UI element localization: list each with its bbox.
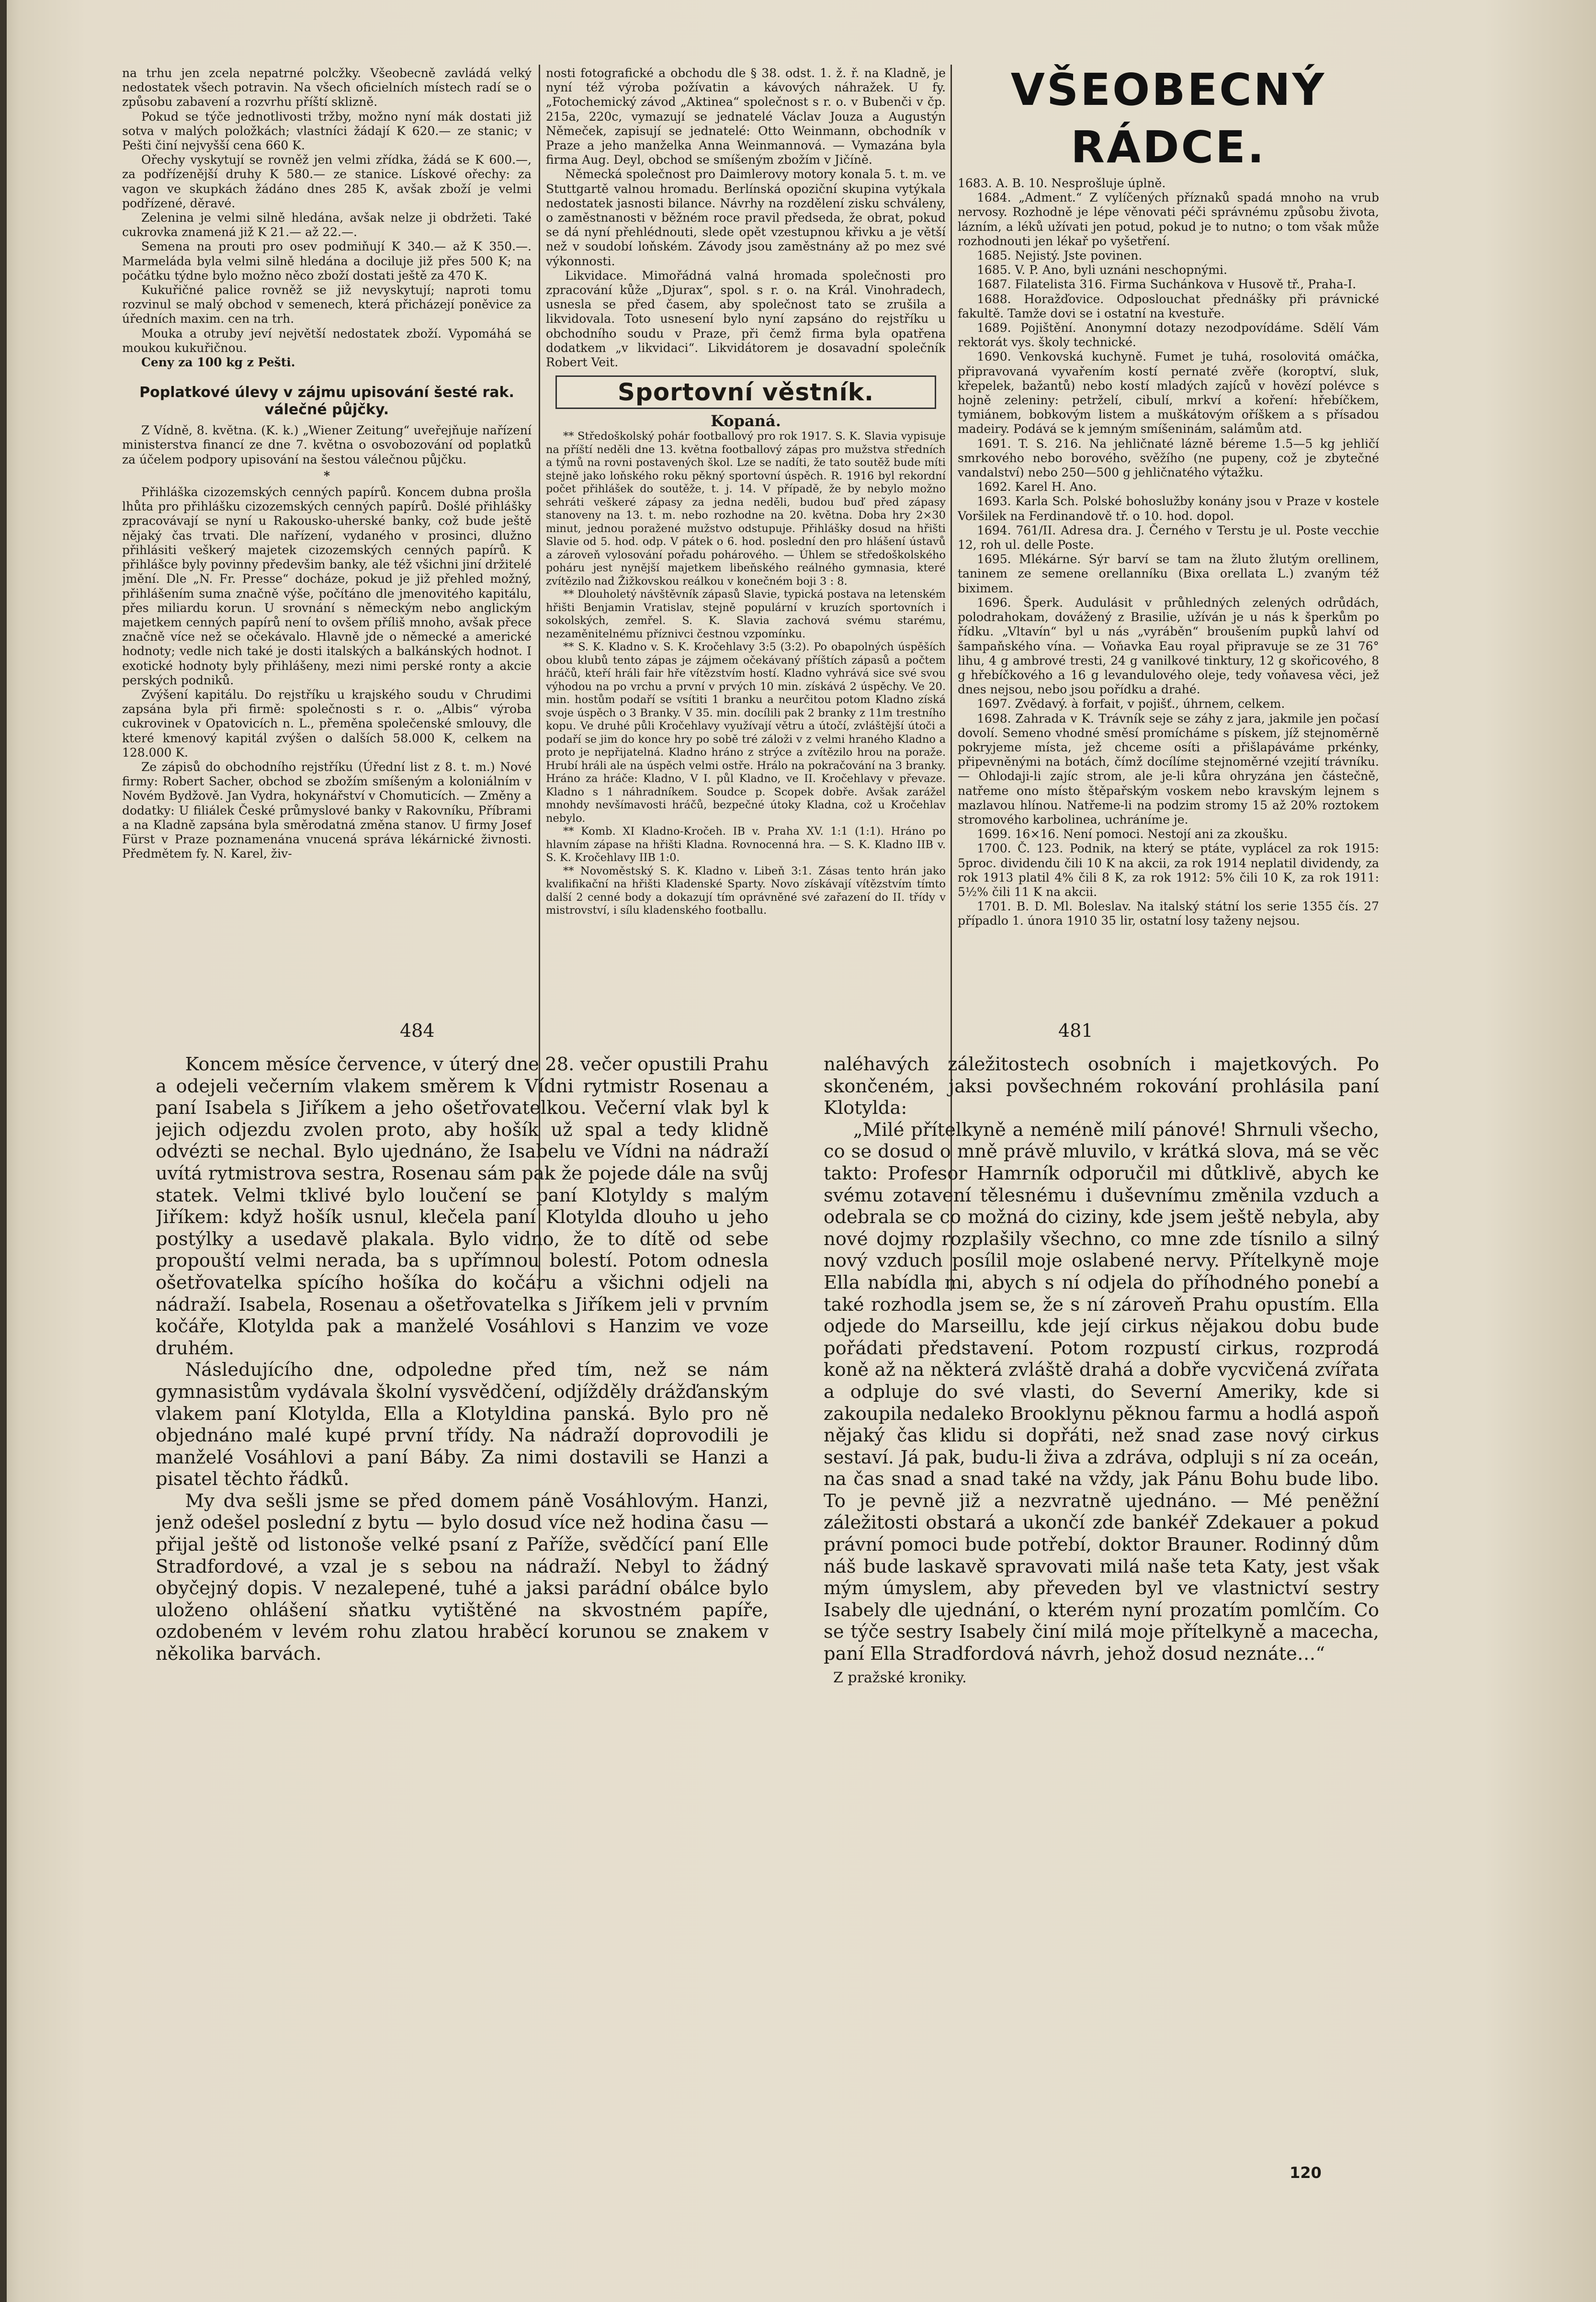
story-signature: Z pražské kroniky.	[833, 1669, 967, 1686]
advice-entry: 1693. Karla Sch. Polské bohoslužby konány jsou v Praze v kostele Voršilek na Ferdinandově tř. o 10. hod. dopol.	[958, 494, 1379, 523]
story-left-column	[156, 1054, 769, 2184]
advice-entry: 1700. Č. 123. Podnik, na který se ptáte, vyplácel za rok 1915: 5proc. dividendu čili 10 K na akcii, za rok 1914 neplatil dividendy, za rok 1913 platil 4% čili 8 K, za rok 1912: 5% čili 10 K, za rok 1911: 5½% čili 11 K na akcii.	[958, 841, 1379, 899]
binding-edge	[0, 0, 7, 2302]
story-paragraph: My dva sešli jsme se před domem páně Vosáhlovým. Hanzi, jenž odešel poslední z bytu — bylo dosud více než hodina času — přijal ještě od listonoše velké psaní z Paříže, svědčící paní Elle Stradfordové, a vzal je s sebou na nádraží. Nebyl to žádný obyčejný dopis. V nezalepené, tuhé a jaksi parádní obálce bylo uloženo ohlášení sňatku vytištěné na skvostném papíře, ozdobeném v levém rohu zlatou hraběcí korunou se znakem v několika barvách.	[156, 1490, 769, 1665]
left-paragraph: Ořechy vyskytují se rovněž jen velmi zřídka, žádá se K 600.—, za podřízenější druhy K 580.— ze stanice. Lískové ořechy: za vagon ve skupkách žádáno dnes 285 K, avšak zboží je velmi podřízené, děravé.	[122, 153, 532, 210]
sport-paragraph: ** Středoškolský pohár footballový pro rok 1917. S. K. Slavia vypisuje na příští neděli dne 13. května footballový zápas pro mužstva středních a týmů na rovni postavených škol. Lze se nadíti, že tato soutěž bude míti stejně jako loňského roku pěkný sportovní úspěch. R. 1916 byl rekordní počet přihlášek do soutěže, t. j. 14. V případě, že by nebylo možno sehráti veškeré zápasy za jedna neděli, budou buď před zápasy stanoveny na 13. t. m. nebo rozhodne na 20. května. Doba hry 2×30 minut, jednou poražené mužstvo odstupuje. Přihlášky dosud na hřišti Slavie od 5. hod. odp. V pátek o 6. hod. poslední den pro hlášení ústavů a zároveň vylosování pořadu pohárového. — Úhlem se středoškolského poháru jest nynější majetkem libeňského reálného gymnasia, které zvítězilo nad Žižkovskou reálkou v konečném boji 3 : 8.	[546, 430, 946, 588]
middle-paragraph: nosti fotografické a obchodu dle § 38. odst. 1. ž. ř. na Kladně, je nyní též výroba požívatin a kávových náhražek. U fy. „Fotochemický závod „Aktinea“ společnost s r. o. v Bubenči v čp. 215a, 220c, vymazují se jednatelé Václav Jouza a Augustýn Němeček, zapisují se jednatelé: Otto Weinmann, obchodník v Praze a jeho manželka Anna Weinmannová. — Vymazána byla firma Aug. Deyl, obchod se smíšeným zbožím v Jičíně.	[546, 66, 946, 167]
story-paragraph: Následujícího dne, odpoledne před tím, než se nám gymnasistům vydávala školní vysvědčení, odjížděly drážďanským vlakem paní Klotylda, Ella a Klotyldina panská. Bylo pro ně objednáno malé kupé první třídy. Na nádraží doprovodili je manželé Vosáhlovi a paní Báby. Za nimi dostavili se Hanzi a pisatel těchto řádků.	[156, 1359, 769, 1490]
story-paragraph: „Milé přítelkyně a neméně milí pánové! Shrnuli všecho, co se dosud o mně právě mluvilo, v krátká slova, má se věc takto: Profesor Hamrník odporučil mi důtklivě, abych ke svému zotavení tělesnému i duševnímu změnila vzduch a odebrala se co možná do ciziny, kde jsem ještě nebyla, aby nové dojmy rozplašily všechno, co mne zde tísnilo a silný nový vzduch posílil moje oslabené nervy. Přítelkyně moje Ella nabídla mi, abych s ní odjela do příhodného ponebí a také rozhodla jsem se, že s ní zároveň Prahu opustím. Ella odjede do Marseillu, kde její cirkus nějakou dobu bude pořádati představení. Potom rozpustí cirkus, rozprodá koně až na některá zvláště drahá a dobře vycvičená zvířata a odpluje do své vlasti, do Severní Ameriky, kde si zakoupila nedaleko Brooklynu pěknou farmu a hodlá aspoň nějaký čas klidu si dopřáti, než snad zase nový cirkus sestaví. Já pak, budu-li živa a zdráva, odpluji s ní za oceán, na čas snad a snad také na vždy, jak Pánu Bohu bude libo. To je pevně již a nezvratně ujednáno. — Mé peněžní záležitosti obstará a ukončí zde bankéř Zdekauer a pokud právní pomoci bude potřebí, doktor Brauner. Rodinný dům náš bude laskavě spravovati milá naše teta Katy, jest však mým úmyslem, aby převeden byl ve vlastnictví sestry Isabely dle ujednání, o kterém nyní prozatím pomlčím. Co se týče sestry Isabely činí milá moje přítelkyně a macecha, paní Ella Stradfordová návrh, jehož dosud neznáte…“	[824, 1119, 1379, 1665]
sport-paragraph: ** Dlouholetý návštěvník zápasů Slavie, typická postava na letenském hřišti Benjamin Vratislav, stejně populární v kruzích sportovních i sokolských, zemřel. S. K. Slavia zachová svému starému, nezaměnitelnému příznivci čestnou vzpomínku.	[546, 588, 946, 640]
left-section-paragraph: Z Vídně, 8. května. (K. k.) „Wiener Zeitung“ uveřejňuje nařízení ministerstva financí ze dne 7. května o osvobozování od poplatků za účelem podpory upisování na šestou válečnou půjčku.	[122, 423, 532, 466]
advice-entry: 1699. 16×16. Není pomoci. Nestojí ani za zkoušku.	[977, 827, 1288, 841]
story-right-column	[824, 1054, 1379, 2189]
left-column	[122, 66, 532, 1012]
advice-entry: 1691. T. S. 216. Na jehličnaté lázně béreme 1.5—5 kg jehličí smrkového nebo borového, svěžího (ne pupeny, což je zbytečné vandalství) nebo 250—500 g jehličnatého výtažku.	[958, 436, 1379, 480]
story-paragraph: naléhavých záležitostech osobních i majetkových. Po skončeném, jaksi povšechném rokování prohlásila paní Klotylda:	[824, 1054, 1379, 1119]
left-section-paragraph: Ze zápisů do obchodního rejstříku (Úřední list z 8. t. m.) Nové firmy: Robert Sacher, obchod se zbožím smíšeným a koloniálním v Novém Bydžově. Jan Vydra, hokynářství v Chomuticích. — Změny a dodatky: U filiálek České průmyslové banky v Rakovníku, Příbrami a na Kladně zapsána byla směrodatná změna stanov. U firmy Josef Fürst v Praze poznamenána vnucená správa lékárnické živnosti. Předmětem fy. N. Karel, živ-	[122, 760, 532, 861]
advice-entry: 1687. Filatelista 316. Firma Suchánkova v Husově tř., Praha-I.	[977, 277, 1357, 292]
advice-entry: 1683. A. B. 10. Nesprošluje úplně.	[958, 176, 1166, 190]
page-number-right: 481	[1058, 1020, 1093, 1041]
advice-entry: 1695. Mlékárne. Sýr barví se tam na žluto žlutým orellinem, taninem ze semene orellanníku (Bixa orellata L.) zvaným též biximem.	[958, 552, 1379, 595]
sport-paragraph: ** Komb. XI Kladno-Kročeh. IB v. Praha XV. 1:1 (1:1). Hráno po hlavním zápase na hřišti Kladna. Rovnocenná hra. — S. K. Kladno IIB v. S. K. Kročehlavy IIB 1:0.	[546, 825, 946, 864]
left-paragraph: Pokud se týče jednotlivosti tržby, možno nyní mák dostati již sotva v malých položkách; vlastníci žádají K 620.— ze stanic; v Pešti činí nejvyšší cena 660 K.	[122, 109, 532, 153]
left-paragraph: Mouka a otruby jeví největší nedostatek zboží. Vypomáhá se moukou kukuřičnou.	[122, 326, 532, 355]
advice-entry: 1690. Venkovská kuchyně. Fumet je tuhá, rosolovitá omáčka, připravovaná vyvařením kostí pernaté zvěře (koroptví, sluk, křepelek, bažantů) nebo kostí mladých zajíců v hovězí polévce s hojně zeleniny: petrželí, cibulí, mrkví a koření: hřebíčkem, tymiánem, bobkovým listem a muškátovým oříškem a s přísadou madeiry. Podává se k jemným smíšeninám, salámům atd.	[958, 350, 1379, 436]
left-paragraph: na trhu jen zcela nepatrné polcžky. Všeobecně zavládá velký nedostatek všech potravin. Na všech oficielních místech radí se o způsobu zabavení a rozvrhu příští sklizně.	[122, 66, 532, 109]
page-number-left: 484	[400, 1020, 435, 1041]
sport-subtitle: Kopaná.	[711, 412, 781, 431]
section-heading: Poplatkové úlevy v zájmu upisování šesté rak. válečné půjčky.	[139, 384, 514, 419]
advice-entry: 1689. Pojištění. Anonymní dotazy nezodpovídáme. Sdělí Vám rektorát vys. školy technické.	[958, 321, 1379, 350]
left-paragraph: Semena na prouti pro osev podmiňují K 340.— až K 350.—. Marmeláda byla velmi silně hledána a dociluje již přes 500 K; na počátku týdne bylo možno něco zboží dostati ještě za 470 K.	[122, 239, 532, 283]
middle-paragraph: Likvidace. Mimořádná valná hromada společnosti pro zpracování kůže „Djurax“, spol. s r. o. na Král. Vinohradech, usnesla se před časem, aby společnost tato se zrušila a likvidovala. Toto usnesení bylo nyní zapsáno do rejstříku u obchodního soudu v Praze, při čemž firma byla opatřena dodatkem „v likvidaci“. Likvidátorem je dosavadní společník Robert Veit.	[546, 268, 946, 370]
sport-paragraph: ** Novoměstský S. K. Kladno v. Libeň 3:1. Zásas tento hrán jako kvalifikační na hřišti Kladenské Sparty. Novo získávají vítězstvím tímto další 2 cenné body a dokazují tím oprávněné své zařazení do II. třídy v mistrovství, i sílu kladenského footballu.	[546, 864, 946, 917]
footer-page-number: 120	[1290, 2164, 1322, 2182]
advice-entry: 1697. Zvědavý. à forfait, v pojišť., úhrnem, celkem.	[977, 697, 1285, 711]
left-paragraph: Zelenina je velmi silně hledána, avšak nelze ji obdržeti. Také cukrovka znamená již K 21.— až 22.—.	[122, 211, 532, 239]
sport-paragraph: ** S. K. Kladno v. S. K. Kročehlavy 3:5 (3:2). Po obapolných úspěších obou klubů tento zápas je zájmem očekávaný příštích zápasů a počtem hráčů, kteří hráli fair hře vítězstvím hostí. Kladno vyhrává sice své svou výhodou na po vrchu a první v prvých 10 min. získává 2 úspěchy. Ve 20. min. hostům podaří se vsítiti 1 branku a neurčitou potom Kladno získá svoje úspěch o 3 Branky. V 35. min. docílili pak 2 branky z 11m trestního kopu. Ve druhé půli Kročehlavy využívají větru a útočí, zvláštější útoči a podaří se jim do konce hry po sobě tré záloži v z velmi hraného Kladno a proto je nepřijatelná. Kladno hráno z strýce a zvítězilo hrou na poraže. Hrubí hráli ale na úspěch velmi ostře. Hrálo na pokračování na 3 branky. Hráno za hráče: Kladno, V I. půl Kladno, ve II. Kročehlavy v převaze. Kladno s 1 náhradníkem. Soudce p. Scopek dobře. Avšak zarážel mnohdy nevšímavosti hráčů, bezpečné útoky Kladna, což u Kročehlav nebylo.	[546, 641, 946, 825]
advice-entry: 1685. V. P. Ano, byli uznáni neschopnými.	[977, 263, 1227, 277]
left-paragraph: Ceny za 100 kg z Pešti.	[141, 355, 295, 370]
left-section-paragraph: Zvýšení kapitálu. Do rejstříku u krajského soudu v Chrudimi zapsána byla při firmě: společnosti s r. o. „Albis“ výroba cukrovinek v Opatovicích n. L., přeměna společenské smlouvy, dle které kmenový kapitál zvýšen o dalších 58.000 K, celkem na 128.000 K.	[122, 687, 532, 760]
advice-entry: 1684. „Adment.“ Z vylíčených příznaků spadá mnoho na vrub nervosy. Rozhodně je lépe věnovati péči správnému způsobu života, lázním, a léků užívati jen potud, pokud je to nutno; o tom však může rozhodnouti jen lékař po vyšetření.	[958, 191, 1379, 248]
sport-banner: Sportovní věstník.	[555, 375, 936, 409]
advice-entry: 1696. Šperk. Audulásit v průhledných zelených odrůdách, polodrahokam, dovážený z Brasilie, užíván je u nás k šperkům po řídku. „Vltavín“ byl u nás „vyráběn“ broušením pupků lahví od šampaňského vína. — Voňavka Eau royal připravuje se ze 31 76° lihu, 4 g ambrové tresti, 24 g vanilkové tinktury, 12 g skořicového, 8 g hřebíčkového a 16 g levandulového oleje, tedy voňavesa věci, jež dnes nejsou, nebo jsou pořídku a drahé.	[958, 595, 1379, 697]
left-paragraph: Kukuřičné palice rovněž se již nevyskytují; naproti tomu rozvinul se malý obchod v semenech, která přicházejí poněvice za úředních maxim. cen na trh.	[122, 283, 532, 326]
left-section-paragraph: Přihláška cizozemských cenných papírů. Koncem dubna prošla lhůta pro přihlášku cizozemských cenných papírů. Došlé přihlášky zpracovávají se nyní u Rakousko-uherské banky, což bude ještě nějaký čas trvati. Dle nařízení, vydaného v prosinci, dlužno přihlásiti veškerý majetek cizozemských cenných papírů. K přihlášce byly povinny předevšim banky, ale též všichni jiní držitelé jmění. Dle „N. Fr. Presse“ docháze, pokud je již přehled možný, přihlášením suma značně výše, počítáno dle jmenovitého kapitálu, přes miliardu korun. U srovnání s německým nebo anglickým majetkem cenných papírů není to ovšem příliš mnoho, avšak přece značně více než se očekávalo. Hlavně jde o německé a americké hodnoty; vedle nich také je dosti italských a balkánských hodnot. I exotické hodnoty byly přihlášeny, mezi nimi perské ronty a akcie perských podniků.	[122, 485, 532, 687]
advice-entry: 1698. Zahrada v K. Trávník seje se záhy z jara, jakmile jen počasí dovolí. Semeno vhodné směsí promícháme s pískem, jíž stejnoměrně pokryjeme místa, jež chceme osíti a přišlapáváme prkénky, připevněnými na botách, čímž docílíme stejnoměrné vzejití trávníku. — Ohlodaji-li zajíc strom, ale je-li kůra ohryzána jen částečně, natřeme ono místo štěpařským voskem nebo kravským lejnem s mazlavou hlínou. Natřeme-li na podzim stromy 15 až 20% roztokem stromového karbolinea, uchráníme je.	[958, 711, 1379, 827]
advice-entry: 1688. Horažďovice. Odposlouchat přednášky při právnické fakultě. Tamže dovi se i ostatní na kvestuře.	[958, 292, 1379, 320]
advice-entry: 1692. Karel H. Ano.	[977, 480, 1097, 494]
advice-entry: 1694. 761/II. Adresa dra. J. Černého v Terstu je ul. Poste vecchie 12, roh ul. delle Poste.	[958, 523, 1379, 552]
story-paragraph: Koncem měsíce července, v úterý dne 28. večer opustili Prahu a odejeli večerním vlakem směrem k Vídni rytmistr Rosenau a paní Isabela s Jiříkem a jeho ošetřovatelkou. Večerní vlak byl k jejich odjezdu zvolen proto, aby hošík už spal a tedy klidně odvézti se nechal. Bylo ujednáno, že Isabelu ve Vídni na nádraží uvítá rytmistrova sestra, Rosenau sám pak že pojede dále na svůj statek. Velmi tklivé bylo loučení se paní Klotyldy s malým Jiříkem: když hošík usnul, klečela paní Klotylda dlouho u jeho postýlky a usedavě plakala. Bylo vidno, že to dítě od sebe propouští velmi nerada, ba s upřímnou bolestí. Potom odnesla ošetřovatelka spícího hošíka do kočáru a všichni odjeli na nádraží. Isabela, Rosenau a ošetřovatelka s Jiříkem jeli v prvním kočáře, Klotylda pak a manželé Vosáhlovi s Hanzim ve voze druhém.	[156, 1054, 769, 1359]
advice-masthead: VŠEOBECNÝ RÁDCE.	[1010, 64, 1326, 173]
middle-paragraph: Německá společnost pro Daimlerovy motory konala 5. t. m. ve Stuttgartě valnou hromadu. Berlínská opoziční skupina vytýkala nedostatek jasnosti bilance. Návrhy na rozdělení zisku schváleny, o zaměstnanosti v běžném roce pravil předseda, že obrat, pokud se dá nyní přehlédnouti, slede opět vzestupnou křivku a je větší než v soudobí loňském. Závody jsou zaměstnány až po mez své výkonnosti.	[546, 167, 946, 268]
advice-entry: 1685. Nejistý. Jste povinen.	[977, 249, 1143, 263]
separator-star: *	[323, 468, 330, 483]
advice-entry: 1701. B. D. Ml. Boleslav. Na italský státní los serie 1355 čís. 27 případlo 1. února 1910 35 lir, ostatní losy taženy nejsou.	[958, 899, 1379, 928]
